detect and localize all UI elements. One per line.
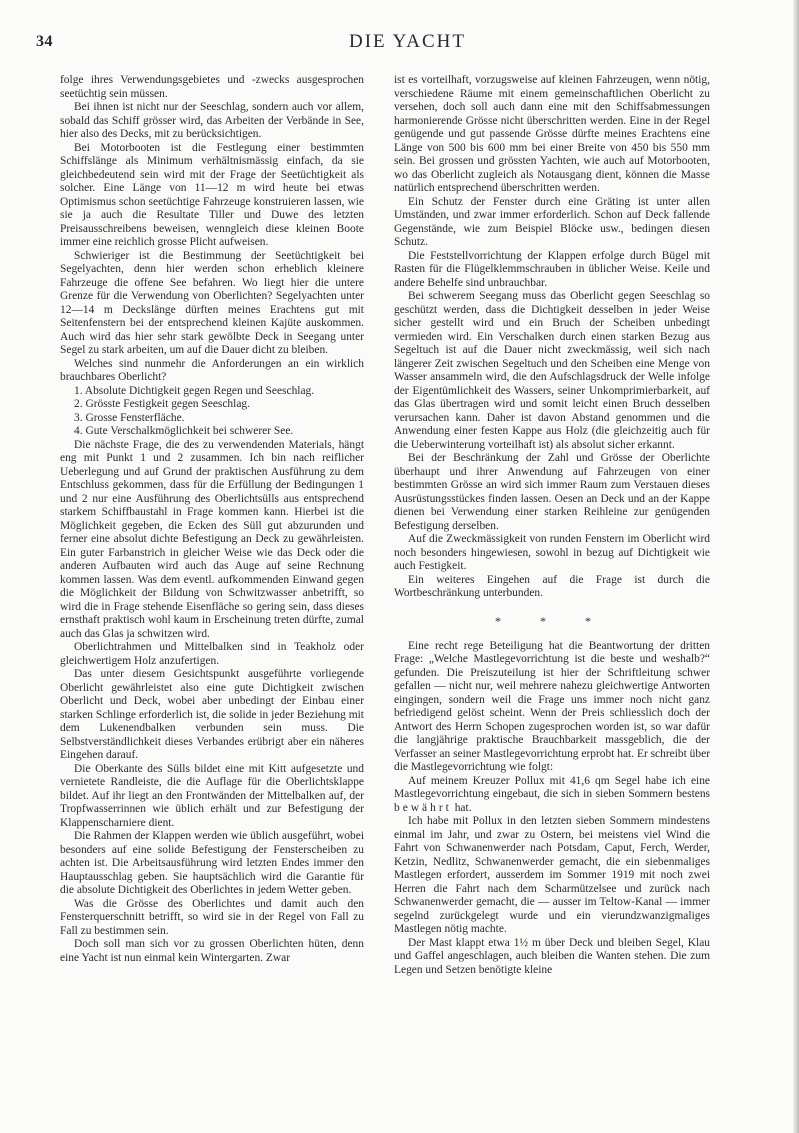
- paragraph: Eine recht rege Beteiligung hat die Beantwortung der dritten Frage: „Welche Mastlegevorrichtung ist die beste und weshalb?“ gefunden. Die Preiszuteilung ist hier der Schriftleitung schwer gefallen — nicht nur, weil mehrere nahezu gleichwertige Antworten eingingen, sondern weil die Frage uns immer noch nicht ganz befriedigend gelöst scheint. Wenn der Preis schliesslich doch der Antwort des Herrn Schopen zugesprochen worden ist, so war dafür die langjährige praktische Brauchbarkeit massgeblich, die der Verfasser an seiner Mastlegevorrichtung erprobt hat. Er schreibt über die Mastlegevorrichtung wie folgt:: [394, 639, 710, 773]
- paragraph: Die Feststellvorrichtung der Klappen erfolge durch Bügel mit Rasten für die Flügelklemmschrauben in üblicher Weise. Keile und andere Behelfe sind unbrauchbar.: [394, 249, 710, 289]
- page-header: [36, 33, 779, 55]
- right-column: [394, 74, 710, 977]
- paragraph: Bei der Beschränkung der Zahl und Grösse der Oberlichte überhaupt und ihrer Anwendung auf Fahrzeugen von einer bestimmten Grösse an wird sich immer Raum zum Verstauen dieses Ausrüstungsstückes finden lassen. Oesen an Deck und an der Kappe dienen bei Verwendung einer starken Reihleine zur genügenden Befestigung derselben.: [394, 452, 710, 532]
- paragraph: Ein Schutz der Fenster durch eine Gräting ist unter allen Umständen, und zwar immer erforderlich. Schon auf Deck fallende Gegenstände, wie zum Beispiel Blöcke usw., bedingen diesen Schutz.: [394, 195, 710, 248]
- paragraph: Schwieriger ist die Bestimmung der Seetüchtigkeit bei Segelyachten, denn hier werden schon erheblich kleinere Fahrzeuge die offene See befahren. Wo liegt hier die untere Grenze für die Verwendung von Oberlichten? Segelyachten unter 12—14 m Deckslänge dürften meines Erachtens gut mit Seitenfenstern bei der entsprechend kleinen Kajüte auskommen. Auch wird das hier sehr stark gewölbte Deck in Seegang unter Segel zu stark arbeiten, um auf die Dauer dicht zu bleiben.: [60, 249, 364, 356]
- quoted-paragraph: Ich habe mit Pollux in den letzten sieben Sommern mindestens einmal im Jahr, und zwar zu Ostern, bei meistens viel Wind die Fahrt von Schwanenwerder nach Potsdam, Caput, Ferch, Werder, Ketzin, Nedlitz, Schwanenwerder gemacht, die ein siebenmaliges Mastlegen erfordert, ausserdem im Sommer 1919 mit noch zwei Herren die Fahrt nach dem Scharmützelsee und zurück nach Schwanenwerder gemacht, die — ausser im Teltow-Kanal — immer segelnd zurückgelegt wurde und ein vierundzwanzigmaliges Mastlegen nötig machte.: [394, 815, 710, 935]
- paragraph: Die nächste Frage, die des zu verwendenden Materials, hängt eng mit Punkt 1 und 2 zusammen. Ich bin nach reiflicher Ueberlegung und auf Grund der praktischen Ausführung zu dem Entschluss gekommen, dass für die Erfüllung der Bedingungen 1 und 2 nur eine Ausführung des Oberlichtsülls aus entsprechend starkem Schiffbaustahl in Frage kommen kann. Hierbei ist die Möglichkeit gegeben, die Ecken des Süll gut abzurunden und ferner eine absolut dichte Befestigung an Deck zu gewährleisten. Ein guter Farbanstrich in gleicher Weise wie das Deck oder die anderen Aufbauten wird auch das Auge auf seine Rechnung kommen lassen. Was dem eventl. aufkommenden Einwand gegen die Möglichkeit der Bildung von Schwitzwasser anbetrifft, so wird die in Frage stehende Eisenfläche so gering sein, dass dieses ernsthaft praktisch wohl kaum in Erscheinung treten dürfte, zumal auch das Glas ja schwitzen wird.: [60, 438, 364, 640]
- requirement-item: 1. Absolute Dichtigkeit gegen Regen und Seeschlag.: [74, 384, 315, 397]
- section-separator: * * *: [495, 613, 609, 628]
- requirement-item: 4. Gute Verschalkmöglichkeit bei schwerer See.: [74, 425, 294, 437]
- page-number: 34: [36, 33, 53, 50]
- paragraph: Was die Grösse des Oberlichtes und damit auch den Fensterquerschnitt betrifft, so wird sie in der Regel von Fall zu Fall zu bestimmen sein.: [60, 897, 364, 937]
- paragraph: Die Oberkante des Sülls bildet eine mit Kitt aufgesetzte und vernietete Randleiste, die die Auflage für die Oberlichtsklappe bildet. Auf ihr liegt an den Frontwänden der Mittelbalken auf, der Tropfwasserrinnen wie üblich erhält und zur Befestigung der Klappenscharniere dient.: [60, 762, 364, 829]
- paragraph: folge ihres Verwendungsgebietes und -zwecks ausgesprochen seetüchtig sein müssen.: [60, 74, 364, 100]
- quoted-paragraph: Auf meinem Kreuzer Pollux mit 41,6 qm Segel habe ich eine Mastlegevorrichtung eingebaut, die sich in sieben Sommern bestens bewährt hat.: [394, 774, 710, 814]
- paragraph: Oberlichtrahmen und Mittelbalken sind in Teakholz oder gleichwertigem Holz anzufertigen.: [60, 641, 364, 667]
- spaced-word: bewährt: [394, 801, 452, 814]
- paragraph: Welches sind nunmehr die Anforderungen an ein wirklich brauchbares Oberlicht?: [60, 357, 364, 383]
- journal-title: DIE YACHT: [348, 31, 467, 52]
- paragraph: Auf die Zweckmässigkeit von runden Fenstern im Oberlicht wird noch besonders hingewiesen, sowohl in bezug auf Dichtigkeit wie auch Festigkeit.: [394, 533, 710, 572]
- paragraph: Bei ihnen ist nicht nur der Seeschlag, sondern auch vor allem, sobald das Schiff grösser wird, das Arbeiten der Verbände in See, hier also des Decks, mit zu berücksichtigen.: [60, 101, 364, 140]
- requirement-item: 3. Grosse Fensterfläche.: [74, 411, 185, 424]
- paragraph: Doch soll man sich vor zu grossen Oberlichten hüten, denn eine Yacht ist nun einmal kein Wintergarten. Zwar: [60, 938, 364, 964]
- left-column: [60, 74, 364, 965]
- paragraph: Bei schwerem Seegang muss das Oberlicht gegen Seeschlag so geschützt werden, dass die Dichtigkeit desselben in jeder Weise sicher gestellt wird und ein Bruch der Scheiben unbedingt vermieden wird. Ein Verschalken durch einen starken Bezug aus Segeltuch ist auf die Dauer nicht zweckmässig, weil sich nach längerer Zeit zwischen Segeltuch und den Scheiben eine Menge von Wasser ansammeln wird, die den Aufschlagsdruck der Welle infolge der Eigentümlichkeit des Wassers, seiner Unkomprimierbarkeit, auf das Glas übertragen wird und somit leicht einen Bruch desselben verursachen kann. Daher ist davon Abstand genommen und die Anwendung einer festen Kappe aus Holz (die gleichzeitig auch für die Ueberwinterung vorteilhaft ist) als absolut sicher erkannt.: [394, 290, 710, 451]
- paragraph: ist es vorteilhaft, vorzugsweise auf kleinen Fahrzeugen, wenn nötig, verschiedene Räume mit einem gemeinschaftlichen Oberlicht zu versehen, doch soll auch dann eine mit den Schiffsabmessungen harmonierende Grösse nicht überschritten werden. Eine in der Regel genügende und gut passende Grösse dürfte meines Erachtens eine Länge von 500 bis 600 mm bei einer Breite von 450 bis 550 mm sein. Bei grossen und grössten Yachten, wie auch auf Motorbooten, wo das Oberlicht zugleich als Notausgang dient, können die Masse natürlich entsprechend überschritten werden.: [394, 74, 710, 194]
- quoted-paragraph: Der Mast klappt etwa 1½ m über Deck und bleiben Segel, Klau und Gaffel angeschlagen, auch bleiben die Wanten stehen. Die zum Legen und Setzen benötigte kleine: [394, 936, 710, 976]
- paragraph: Das unter diesem Gesichtspunkt ausgeführte vorliegende Oberlicht gewährleistet also eine gute Dichtigkeit zwischen Oberlicht und Deck, wobei aber unbedingt der Einbau einer starken Schlinge erforderlich ist, die solide in jeder Beziehung mit dem Lukenendbalken verbunden sein muss. Die Selbstverständlichkeit dieses Verbandes erübrigt aber ein näheres Eingehen darauf.: [60, 668, 364, 761]
- requirement-item: 2. Grösste Festigkeit gegen Seeschlag.: [74, 398, 250, 410]
- paragraph: Die Rahmen der Klappen werden wie üblich ausgeführt, wobei besonders auf eine solide Befestigung der Fensterscheiben zu achten ist. Die Arbeitsausführung wird letzten Endes immer den Hauptausschlag geben. Sie hauptsächlich wird die Garantie für die absolute Dichtigkeit des Oberlichtes in jedem Wetter geben.: [60, 830, 364, 896]
- paragraph: Ein weiteres Eingehen auf die Frage ist durch die Wortbeschränkung unterbunden.: [394, 573, 710, 599]
- paragraph: Bei Motorbooten ist die Festlegung einer bestimmten Schiffslänge als Minimum verhältnismässig einfach, da sie gleichbedeutend sein wird mit der Frage der Seetüchtigkeit als solcher. Eine Länge von 11—12 m wird heute bei etwas Optimismus schon seetüchtige Fahrzeuge konstruieren lassen, wie sie ja auch die Resultate Tiller und Duwe des letzten Preisausschreibens beweisen, wenngleich diese kleinen Boote immer eine reichlich grosse Plicht aufweisen.: [60, 141, 364, 248]
- page-edge-shadow: [793, 0, 799, 1133]
